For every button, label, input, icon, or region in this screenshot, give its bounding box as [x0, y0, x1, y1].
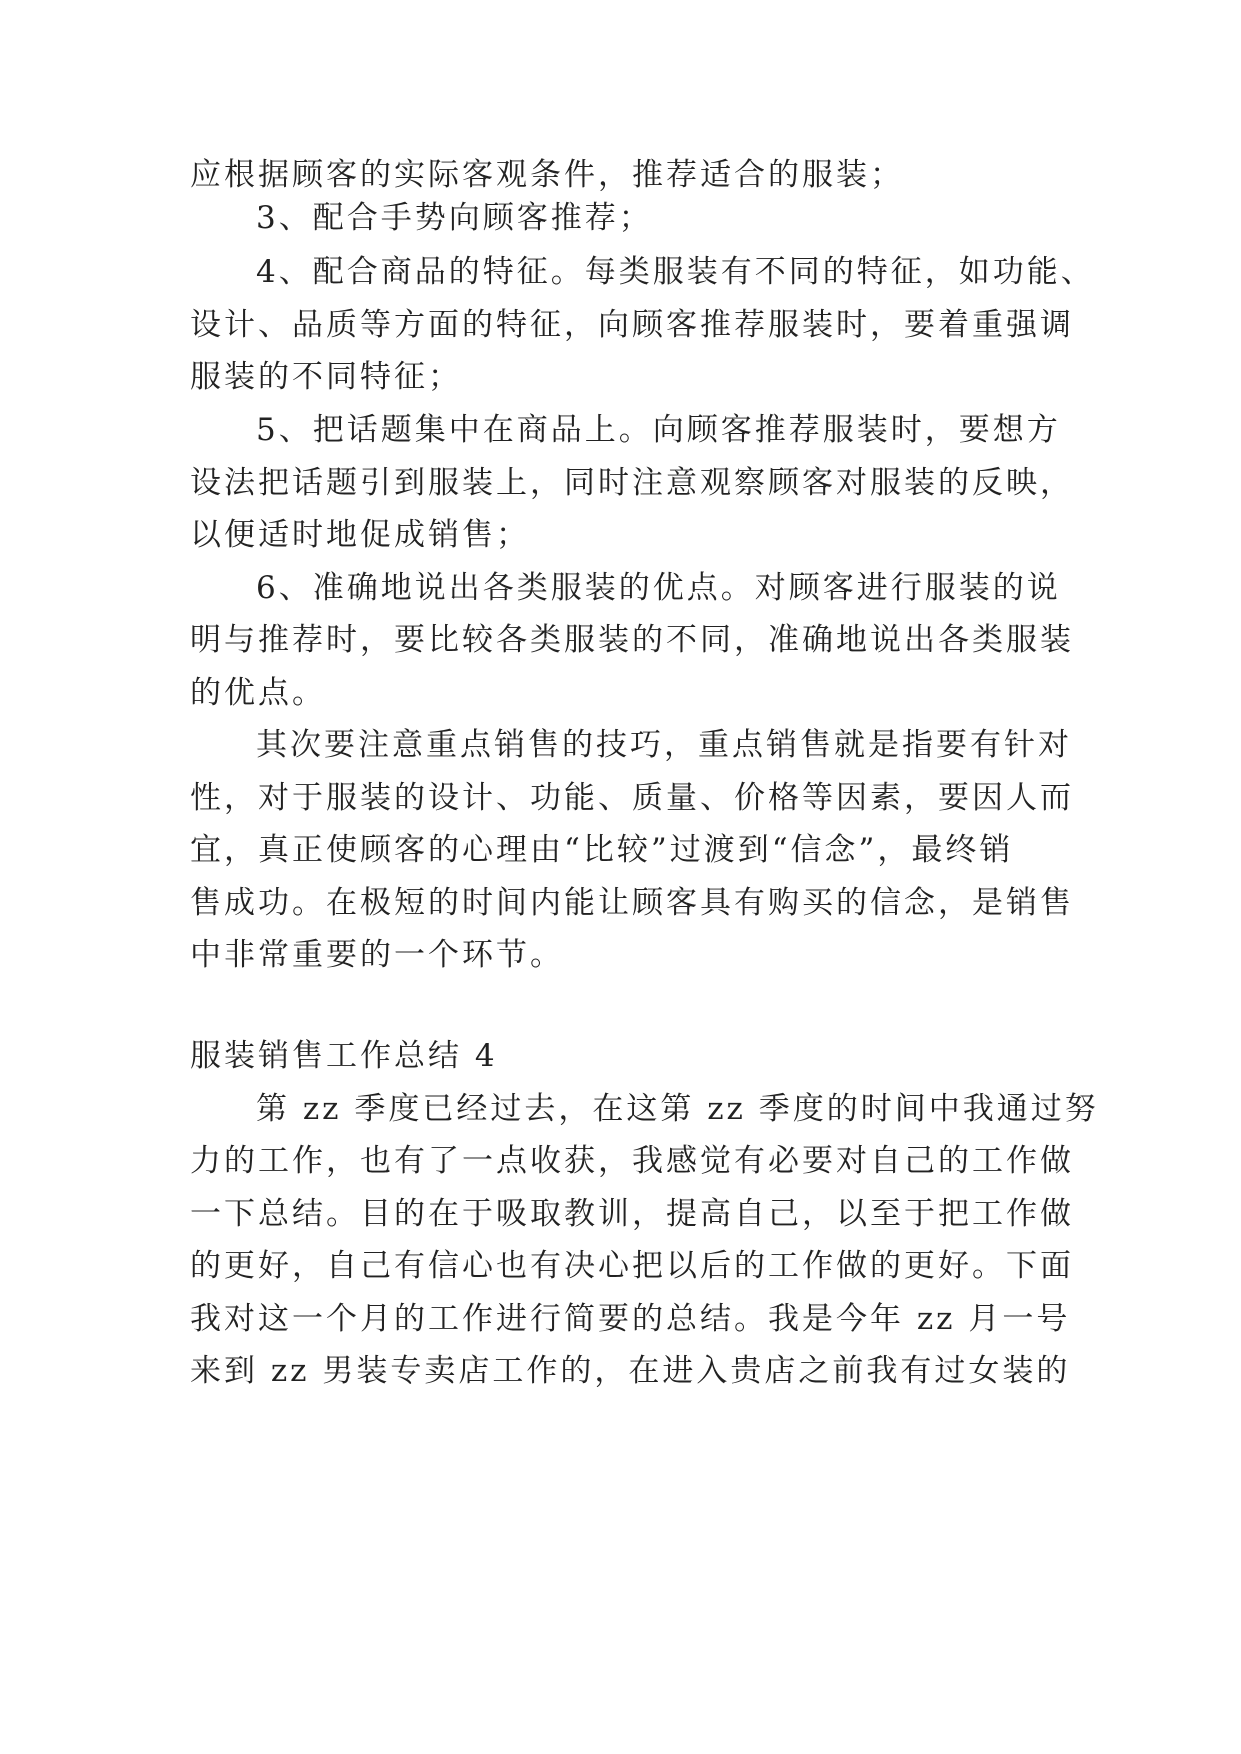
paragraph-line: 5、把话题集中在商品上。向顾客推荐服装时，要想方 [256, 412, 1061, 448]
paragraph-line: 以便适时地促成销售； [190, 517, 530, 553]
paragraph-line: 我对这一个月的工作进行简要的总结。我是今年 zz 月一号 [190, 1301, 1071, 1337]
paragraph-line: 3、配合手势向顾客推荐； [256, 200, 653, 236]
paragraph-line: 第 zz 季度已经过去，在这第 zz 季度的时间中我通过努 [256, 1091, 1099, 1127]
paragraph-line: 一下总结。目的在于吸取教训，提高自己，以至于把工作做 [190, 1196, 1074, 1232]
paragraph-line: 应根据顾客的实际客观条件，推荐适合的服装； [190, 157, 904, 193]
paragraph-line: 6、准确地说出各类服装的优点。对顾客进行服装的说 [256, 570, 1061, 606]
paragraph-line: 来到 zz 男装专卖店工作的，在进入贵店之前我有过女装的 [190, 1353, 1071, 1389]
paragraph-line: 的优点。 [190, 675, 326, 711]
paragraph-line: 售成功。在极短的时间内能让顾客具有购买的信念，是销售 [190, 885, 1074, 921]
section-heading: 服装销售工作总结 4 [190, 1038, 498, 1074]
paragraph-line: 其次要注意重点销售的技巧，重点销售就是指要有针对 [256, 727, 1072, 763]
paragraph-line: 明与推荐时，要比较各类服装的不同，准确地说出各类服装 [190, 622, 1074, 658]
paragraph-line: 中非常重要的一个环节。 [190, 937, 564, 973]
paragraph-line: 设法把话题引到服装上，同时注意观察顾客对服装的反映， [190, 465, 1074, 501]
paragraph-line: 性，对于服装的设计、功能、质量、价格等因素，要因人而 [190, 780, 1074, 816]
paragraph-line: 4、配合商品的特征。每类服装有不同的特征，如功能、 [256, 254, 1095, 290]
paragraph-line: 力的工作，也有了一点收获，我感觉有必要对自己的工作做 [190, 1143, 1074, 1179]
paragraph-line: 的更好，自己有信心也有决心把以后的工作做的更好。下面 [190, 1248, 1074, 1284]
paragraph-line: 服装的不同特征； [190, 359, 462, 395]
paragraph-line: 设计、品质等方面的特征，向顾客推荐服装时，要着重强调 [190, 307, 1074, 343]
paragraph-line: 宜，真正使顾客的心理由“比较”过渡到“信念”，最终销 [190, 832, 1014, 868]
